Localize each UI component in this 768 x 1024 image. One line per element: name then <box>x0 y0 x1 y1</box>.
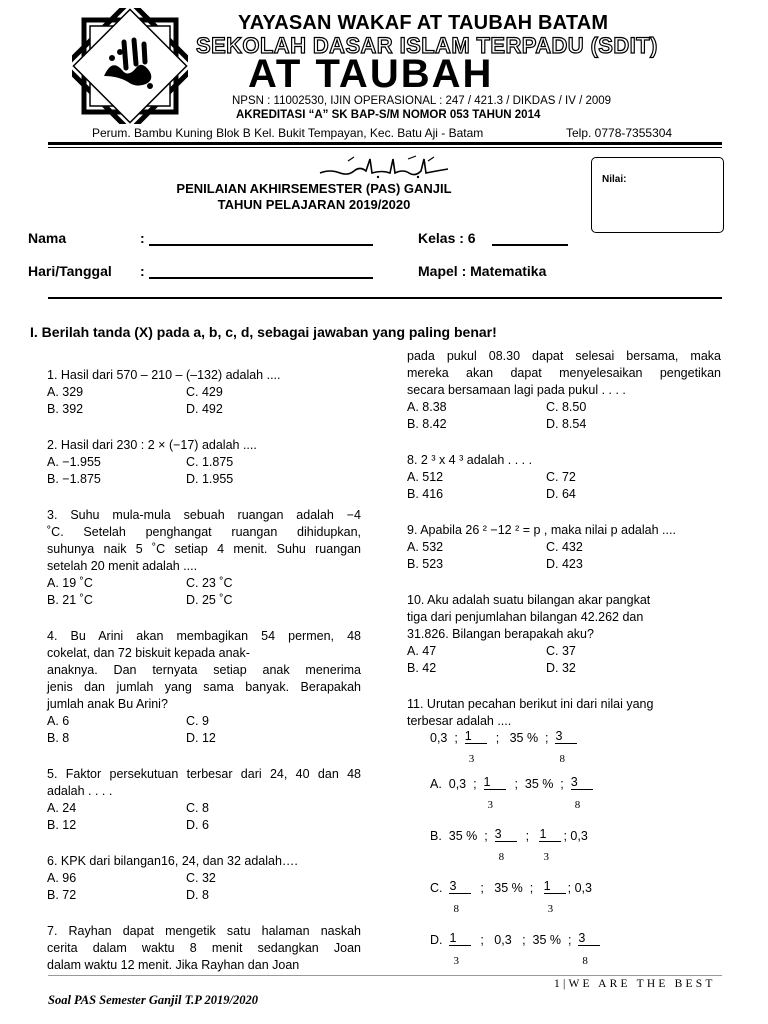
fraction <box>449 930 473 967</box>
answer-option[interactable]: B. 42 <box>407 661 437 675</box>
nama-colon: : <box>140 230 145 246</box>
q11-text: 0,3 ; <box>430 731 465 745</box>
question-text-line: adalah . . . . <box>47 784 113 798</box>
answer-option[interactable]: D. 6 <box>186 818 209 832</box>
question-item <box>47 628 361 747</box>
fraction-denominator: 8 <box>453 903 459 915</box>
fraction-denominator: 3 <box>487 799 493 811</box>
address-line <box>92 126 483 140</box>
left-question-column <box>47 367 361 974</box>
fraction-bar <box>495 841 517 842</box>
right-question-column <box>407 348 721 730</box>
question-item <box>47 853 361 904</box>
question-gap <box>407 677 721 696</box>
q11-option[interactable] <box>430 878 720 930</box>
answer-option[interactable]: B. 8.42 <box>407 417 447 431</box>
answer-options <box>47 384 361 418</box>
q11-text: ; 0,3 <box>563 829 588 843</box>
answer-option[interactable]: D. 1.955 <box>186 472 234 486</box>
answer-option[interactable]: D. 25 ˚C <box>186 593 233 607</box>
header-divider-thin <box>48 147 722 148</box>
fields-divider <box>48 297 722 299</box>
question-gap <box>47 418 361 437</box>
q11-text: C. <box>430 881 450 895</box>
question-text-line: suhunya naik 5 ˚C setiap 4 menit. Suhu ruangan <box>47 542 361 556</box>
answer-options <box>47 575 361 609</box>
question-text-line: setelah 20 menit adalah .... <box>47 559 198 573</box>
address-text: Perum. Bambu Kuning Blok B Kel. Bukit Tempayan, Kec. Batu Aji - Batam <box>92 126 484 140</box>
answer-option[interactable]: A. 96 <box>47 871 77 885</box>
fraction-bar <box>571 789 593 790</box>
question-item <box>407 592 721 677</box>
score-label: Nilai: <box>602 174 627 185</box>
fraction-numerator: 3 <box>570 775 578 789</box>
question-text-line: 6. KPK dari bilangan16, 24, dan 32 adalah…. <box>47 854 298 868</box>
instruction: I. Berilah tanda (X) pada a, b, c, d, sebagai jawaban yang paling benar! <box>30 324 497 340</box>
fraction <box>464 728 489 765</box>
hari-tanggal-label: Hari/Tanggal <box>28 263 112 279</box>
question-gap <box>47 488 361 507</box>
footer-motto: 1|WE ARE THE BEST <box>554 978 716 990</box>
question-text-line: jenis dan jumlah yang sama banyak. Berapakah <box>47 680 361 694</box>
question-text-line: 2. Hasil dari 230 : 2 × (−17) adalah .... <box>47 438 257 452</box>
question-item <box>407 696 721 730</box>
q11-text: ; 0,3 <box>567 881 592 895</box>
answer-option[interactable]: B. −1.875 <box>47 472 101 486</box>
fraction-numerator: 3 <box>578 931 586 945</box>
fraction-bar <box>484 789 506 790</box>
answer-option[interactable]: C. 72 <box>546 470 576 484</box>
fraction <box>555 728 579 765</box>
answer-option[interactable]: B. 392 <box>47 402 84 416</box>
nama-label: Nama <box>28 230 67 246</box>
answer-options <box>407 399 721 433</box>
answer-options <box>47 454 361 488</box>
q11-text: D. <box>430 933 450 947</box>
q11-text: ; 35 % ; <box>473 881 544 895</box>
answer-option[interactable]: A. 24 <box>47 801 77 815</box>
fraction-denominator: 8 <box>574 799 581 811</box>
answer-options <box>407 643 721 677</box>
q11-sequence <box>430 728 720 774</box>
score-box <box>591 157 724 233</box>
question-text-line: jumlah anak Bu Arini? <box>47 697 168 711</box>
fraction-denominator: 3 <box>453 955 459 967</box>
question-text-line: pada pukul 08.30 dapat selesai bersama, maka <box>407 349 721 363</box>
q11-text: ; <box>518 829 540 843</box>
fraction-denominator: 8 <box>559 753 565 765</box>
question-text-line: 5. Faktor persekutuan terbesar dari 24, 40 dan 48 <box>47 767 361 781</box>
answer-option[interactable]: A. 329 <box>47 385 84 399</box>
question-gap <box>47 609 361 628</box>
question-text-line: 4. Bu Arini akan membagikan 54 permen, 48 <box>47 629 361 643</box>
answer-option[interactable]: C. 9 <box>186 714 209 728</box>
fraction <box>494 826 519 863</box>
question-text-line: 10. Aku adalah suatu bilangan akar pangkat <box>407 593 651 607</box>
q11-text: ; 35 % ; <box>507 777 571 791</box>
question-gap <box>47 747 361 766</box>
answer-options <box>47 713 361 747</box>
basmalah-calligraphy-icon <box>318 153 452 179</box>
fraction-bar <box>578 945 600 946</box>
fraction-denominator: 3 <box>547 903 554 915</box>
fraction-denominator: 8 <box>498 851 505 863</box>
answer-option[interactable]: C. 8.50 <box>546 400 587 414</box>
question-item <box>47 507 361 609</box>
q11-text: ; 35 % ; <box>488 731 556 745</box>
answer-option[interactable]: D. 32 <box>546 661 576 675</box>
question-gap <box>407 433 721 452</box>
q11-option[interactable] <box>430 826 720 878</box>
answer-option[interactable]: D. 492 <box>186 402 223 416</box>
fraction-denominator: 3 <box>543 851 549 863</box>
fraction <box>570 774 595 811</box>
fraction-numerator: 1 <box>464 729 472 743</box>
answer-option[interactable]: B. 416 <box>407 487 444 501</box>
hari-tanggal-field[interactable] <box>149 277 373 279</box>
fraction-bar <box>555 743 577 744</box>
answer-option[interactable]: D. 12 <box>186 731 216 745</box>
answer-option[interactable]: C. 429 <box>186 385 223 399</box>
q11-text: B. 35 % ; <box>430 829 495 843</box>
answer-option[interactable]: C. 37 <box>546 644 576 658</box>
answer-option[interactable]: B. 72 <box>47 888 77 902</box>
fraction <box>539 826 563 863</box>
answer-option[interactable]: C. 432 <box>546 540 583 554</box>
answer-option[interactable]: D. 8 <box>186 888 209 902</box>
question-text-line: cerita dalam waktu 8 menit sedangkan Joan <box>47 941 361 955</box>
fraction-numerator: 1 <box>483 775 491 789</box>
question-item <box>47 766 361 834</box>
answer-option[interactable]: A. 8.38 <box>407 400 447 414</box>
question-gap <box>407 573 721 592</box>
question-text-line: 7. Rayhan dapat mengetik satu halaman naskah <box>47 924 361 938</box>
question-gap <box>47 904 361 923</box>
question-item <box>407 522 721 573</box>
accreditation-line: AKREDITASI “A” SK BAP-S/M NOMOR 053 TAHUN 2014 <box>236 109 541 121</box>
fraction-denominator: 8 <box>582 955 588 967</box>
answer-options <box>407 539 721 573</box>
answer-option[interactable]: D. 8.54 <box>546 417 587 431</box>
hari-tanggal-colon: : <box>140 263 145 279</box>
phone-text: Telp. 0778-7355304 <box>566 126 673 140</box>
kelas-field[interactable] <box>492 244 568 246</box>
fraction-bar <box>539 841 561 842</box>
question-item <box>47 437 361 488</box>
fraction <box>543 878 568 915</box>
answer-options <box>407 469 721 503</box>
question-text-line: 9. Apabila 26 ² −12 ² = p , maka nilai p adalah .... <box>407 523 676 537</box>
fraction-bar <box>449 945 471 946</box>
question-gap <box>47 834 361 853</box>
answer-option[interactable]: C. 1.875 <box>186 455 234 469</box>
question-text-line: ˚C. Setelah penghangat ruangan dihidupkan, <box>47 525 361 539</box>
fraction <box>449 878 473 915</box>
question-item <box>47 923 361 974</box>
answer-option[interactable]: A. 47 <box>407 644 437 658</box>
question-text-line: tiga dari penjumlahan bilangan 42.262 dan <box>407 610 644 624</box>
answer-option[interactable]: A. 19 ˚C <box>47 576 93 590</box>
answer-option[interactable]: A. 532 <box>407 540 444 554</box>
foundation-name: YAYASAN WAKAF AT TAUBAH BATAM <box>238 12 609 34</box>
q11-fraction-options <box>430 728 720 982</box>
answer-option[interactable]: C. 23 ˚C <box>186 576 233 590</box>
question-text-line: terbesar adalah .... <box>407 714 512 728</box>
fraction <box>483 774 508 811</box>
answer-option[interactable]: D. 423 <box>546 557 583 571</box>
q11-text: A. 0,3 ; <box>430 777 484 791</box>
nama-field[interactable] <box>149 244 373 246</box>
fraction-numerator: 3 <box>449 879 457 893</box>
kelas-label: Kelas : 6 <box>418 230 476 246</box>
footer-title: Soal PAS Semester Ganjil T.P 2019/2020 <box>48 993 258 1007</box>
header-divider <box>48 142 722 145</box>
question-text-line: dalam waktu 12 menit. Jika Rayhan dan Joan <box>47 958 300 972</box>
fraction <box>578 930 602 967</box>
exam-title: PENILAIAN AKHIRSEMESTER (PAS) GANJIL <box>176 181 452 196</box>
fraction-numerator: 1 <box>543 879 551 893</box>
question-text-line: 8. 2 ³ x 4 ³ adalah . . . . <box>407 453 533 467</box>
question-text-line: anaknya. Dan ternyata setiap anak menerima <box>47 663 361 677</box>
fraction-bar <box>465 743 487 744</box>
question-gap <box>407 503 721 522</box>
answer-option[interactable]: C. 32 <box>186 871 216 885</box>
question-text-line: cokelat, dan 72 biskuit kepada anak- <box>47 646 250 660</box>
fraction-numerator: 3 <box>494 827 502 841</box>
q11-text: ; 0,3 ; 35 % ; <box>473 933 579 947</box>
question-text-line: secara bersamaan lagi pada pukul . . . . <box>407 383 626 397</box>
answer-option[interactable]: B. 12 <box>47 818 77 832</box>
school-name: AT TAUBAH <box>248 52 494 96</box>
fraction-bar <box>449 893 471 894</box>
npsn-line: NPSN : 11002530, IJIN OPERASIONAL : 247 / 421.3 / DIKDAS / IV / 2009 <box>232 95 612 107</box>
fraction-numerator: 1 <box>449 931 457 945</box>
fraction-numerator: 1 <box>539 827 547 841</box>
question-item <box>407 452 721 503</box>
answer-option[interactable]: B. 21 ˚C <box>47 593 93 607</box>
question-item <box>407 348 721 433</box>
answer-option[interactable]: D. 64 <box>546 487 576 501</box>
question-text-line: 3. Suhu mula-mula sebuah ruangan adalah −4 <box>47 508 361 522</box>
answer-option[interactable]: A. 6 <box>47 714 70 728</box>
question-text-line: 11. Urutan pecahan berikut ini dari nilai yang <box>407 697 654 711</box>
question-item <box>47 367 361 418</box>
answer-option[interactable]: B. 523 <box>407 557 444 571</box>
answer-options <box>47 870 361 904</box>
answer-option[interactable]: C. 8 <box>186 801 209 815</box>
fraction-numerator: 3 <box>555 729 563 743</box>
exam-year: TAHUN PELAJARAN 2019/2020 <box>217 197 411 212</box>
question-text-line: 1. Hasil dari 570 – 210 – (–132) adalah .... <box>47 368 281 382</box>
answer-option[interactable]: B. 8 <box>47 731 70 745</box>
school-logo-icon <box>72 8 188 124</box>
q11-option[interactable] <box>430 774 720 826</box>
school-type: SEKOLAH DASAR ISLAM TERPADU (SDIT) <box>196 33 658 58</box>
fraction-bar <box>544 893 566 894</box>
answer-option[interactable]: A. 512 <box>407 470 444 484</box>
question-text-line: 31.826. Bilangan berapakah aku? <box>407 627 594 641</box>
mapel-label: Mapel : Matematika <box>418 263 547 279</box>
fraction-denominator: 3 <box>468 753 475 765</box>
footer-divider <box>48 975 722 976</box>
answer-option[interactable]: A. −1.955 <box>47 455 101 469</box>
answer-options <box>47 800 361 834</box>
question-text-line: mereka akan dapat menyelesaikan pengetikan <box>407 366 721 380</box>
